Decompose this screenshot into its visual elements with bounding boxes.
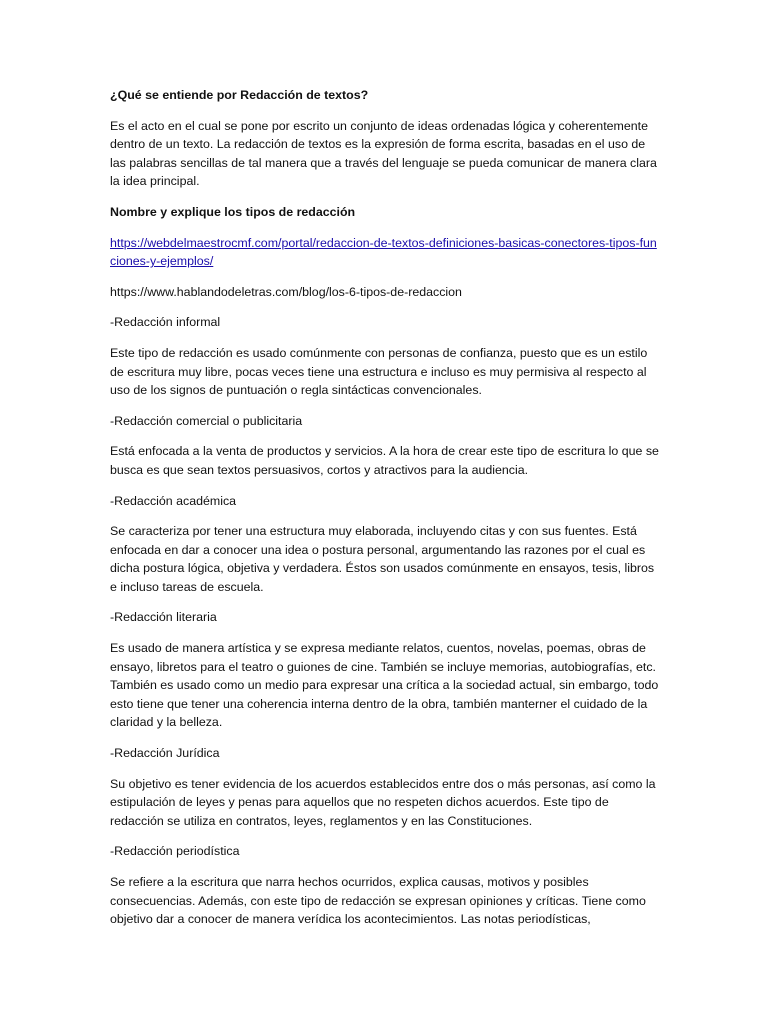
section-title-juridica: -Redacción Jurídica (110, 746, 220, 761)
document-content (110, 86, 662, 941)
section-title-periodistica: -Redacción periodística (110, 844, 240, 859)
source-link-paragraph (110, 234, 662, 271)
types-heading: Nombre y explique los tipos de redacción (110, 204, 356, 219)
section-title-academica: -Redacción académica (110, 493, 237, 508)
section-body-academica: Se caracteriza por tener una estructura muy elaborada, incluyendo citas y con sus fuentes. Está enfocada en dar a conocer una idea o postura personal, argumentando las razones por el cual es dicha postura lógica, objetiva y verdadera. Éstos son usados comúnmente en ensayos, tesis, libros e incluso tareas de escuela. (110, 524, 655, 594)
section-body-informal: Este tipo de redacción es usado comúnmente con personas de confianza, puesto que es un estilo de escritura muy libre, pocas veces tiene una estructura e incluso es muy permisiva al respecto al uso de los signos de puntuación o regla sintácticas convencionales. (110, 345, 648, 398)
question-heading: ¿Qué se entiende por Redacción de textos? (110, 88, 369, 102)
section-body-literaria: Es usado de manera artística y se expresa mediante relatos, cuentos, novelas, poemas, obras de ensayo, libretos para el teatro o guiones de cine. También se incluye memorias, autobiografías, etc. También es usado como un medio para expresar una crítica a la sociedad actual, sin embargo, todo esto tiene que tener una coherencia interna dentro de la obra, también manterner el cuidado de la claridad y la belleza. (110, 641, 659, 730)
source-link[interactable]: https://webdelmaestrocmf.com/portal/redaccion-de-textos-definiciones-basicas-conectores-tipos-funciones-y-ejemplos/ (110, 235, 657, 269)
section-body-juridica: Su objetivo es tener evidencia de los acuerdos establecidos entre dos o más personas, así como la estipulación de leyes y penas para aquellos que no respeten dichos acuerdos. Este tipo de redacción se utiliza en contratos, leyes, reglamentos y en las Constituciones. (110, 776, 656, 828)
section-title-comercial: -Redacción comercial o publicitaria (110, 413, 303, 428)
section-title-informal: -Redacción informal (110, 315, 221, 330)
section-body-periodistica: Se refiere a la escritura que narra hechos ocurridos, explica causas, motivos y posibles consecuencias. Además, con este tipo de redacción se expresan opiniones y críticas. Tiene como objetivo dar a conocer de manera verídica los acontecimientos. Las notas periodísticas, (110, 875, 646, 927)
section-title-literaria: -Redacción literaria (110, 610, 217, 625)
section-body-comercial: Está enfocada a la venta de productos y servicios. A la hora de crear este tipo de escritura lo que se busca es que sean textos persuasivos, cortos y atractivos para la audiencia. (110, 444, 659, 477)
source-url-text: https://www.hablandodeletras.com/blog/los-6-tipos-de-redaccion (110, 284, 462, 299)
answer-paragraph: Es el acto en el cual se pone por escrito un conjunto de ideas ordenadas lógica y coherentemente dentro de un texto. La redacción de textos es la expresión de forma escrita, basadas en el uso de las palabras sencillas de tal manera que a través del lenguaje se pueda comunicar de manera clara la idea principal. (110, 118, 657, 189)
